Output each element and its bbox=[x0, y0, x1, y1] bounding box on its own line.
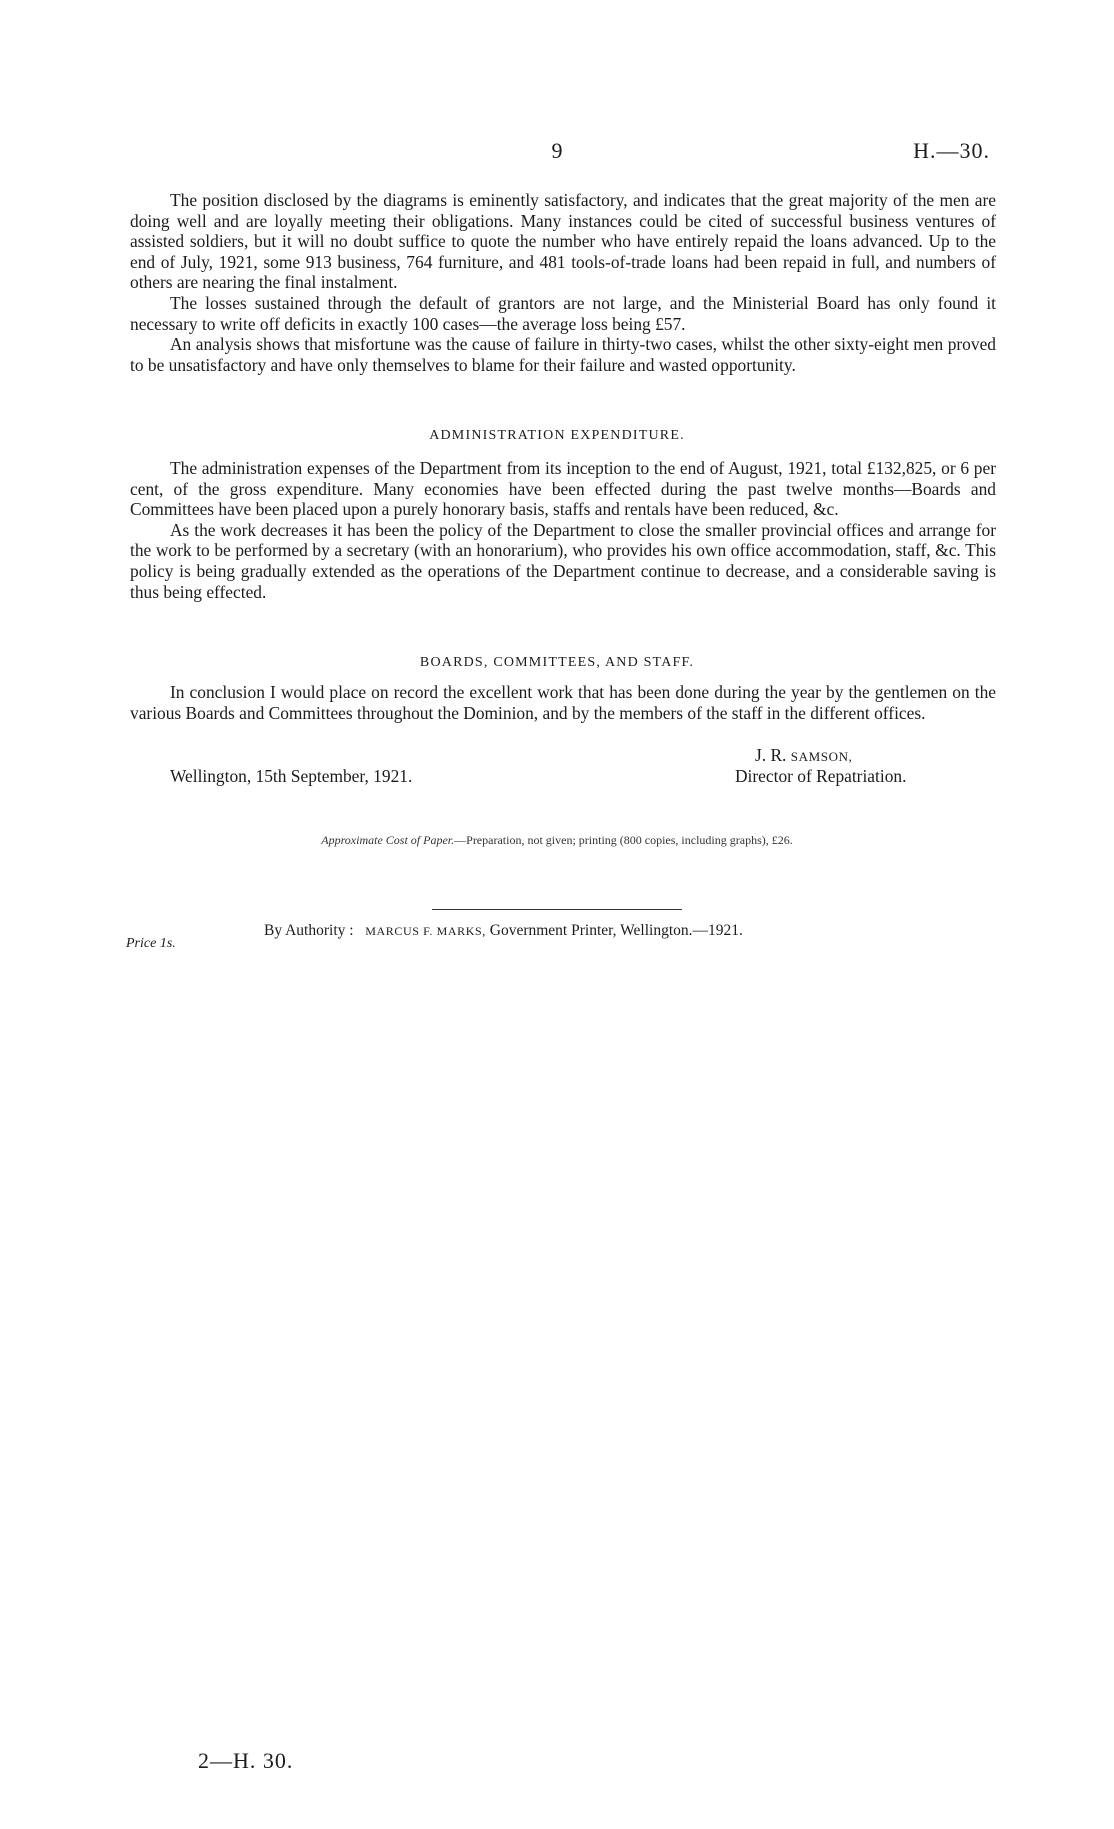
divider-rule bbox=[432, 909, 682, 910]
place-and-date: Wellington, 15th September, 1921. bbox=[170, 766, 413, 786]
signatory-name bbox=[755, 745, 852, 766]
imprint-prefix: By Authority : bbox=[264, 922, 354, 939]
cost-note-label: Approximate Cost of Paper. bbox=[321, 833, 455, 847]
cost-note bbox=[0, 833, 1114, 848]
section-boards-committees-staff bbox=[130, 682, 996, 723]
cost-note-text: —Preparation, not given; printing (800 copies, including graphs), £26. bbox=[454, 833, 793, 847]
paragraph: The position disclosed by the diagrams is eminently satisfactory, and indicates that the great majority of the men are doing well and are loyally meeting their obligations. Many instances could be cited of successful business ventures of assisted soldiers, but it will no doubt suffice to quote the number who have entirely repaid the loans advanced. Up to the end of July, 1921, some 913 business, 764 furniture, and 481 tools-of-trade loans had been repaid in full, and numbers of others are nearing the final instalment. bbox=[130, 190, 996, 293]
paragraph: As the work decreases it has been the policy of the Department to close the smaller provincial offices and arrange for the work to be performed by a secretary (with an honorarium), who provides his own office accommodation, staff, &c. This policy is being gradually extended as the operations of the Department continue to decrease, and a considerable saving is thus being effected. bbox=[130, 519, 996, 602]
section-heading-boards: BOARDS, COMMITTEES, AND STAFF. bbox=[419, 655, 695, 670]
section-heading-administration: ADMINISTRATION EXPENDITURE. bbox=[429, 428, 685, 443]
signatory-surname: SAMSON, bbox=[790, 749, 853, 764]
printer-imprint bbox=[264, 922, 743, 940]
page-number: 9 bbox=[551, 138, 563, 163]
section-administration-expenditure bbox=[130, 458, 996, 602]
price: Price 1s. bbox=[126, 936, 176, 951]
paragraph: In conclusion I would place on record the excellent work that has been done during the year by the gentlemen on the various Boards and Committees throughout the Dominion, and by the members of the staff in the different offices. bbox=[130, 682, 996, 723]
document-code: H.—30. bbox=[913, 138, 990, 163]
section-loans-repaid bbox=[130, 190, 996, 375]
sheet-signature: 2—H. 30. bbox=[198, 1748, 294, 1773]
paragraph: The administration expenses of the Department from its inception to the end of August, 1921, total £132,825, or 6 per cent, of the gross expenditure. Many economies have been effected during the past twelve months—Boards and Committees have been placed upon a purely honorary basis, staffs and rentals have been reduced, &c. bbox=[130, 458, 996, 520]
paragraph: An analysis shows that misfortune was the cause of failure in thirty-two cases, whilst the other sixty-eight men proved to be unsatisfactory and have only themselves to blame for their failure and wasted opportunity. bbox=[130, 334, 996, 375]
printer-name: MARCUS F. MARKS, bbox=[365, 924, 486, 938]
signatory-title: Director of Repatriation. bbox=[735, 766, 907, 786]
paragraph: The losses sustained through the default of grantors are not large, and the Ministerial Board has only found it necessary to write off deficits in exactly 100 cases—the average loss being £57. bbox=[130, 292, 996, 334]
signatory-initials: J. R. bbox=[755, 745, 787, 765]
imprint-suffix: Government Printer, Wellington.—1921. bbox=[489, 922, 743, 939]
